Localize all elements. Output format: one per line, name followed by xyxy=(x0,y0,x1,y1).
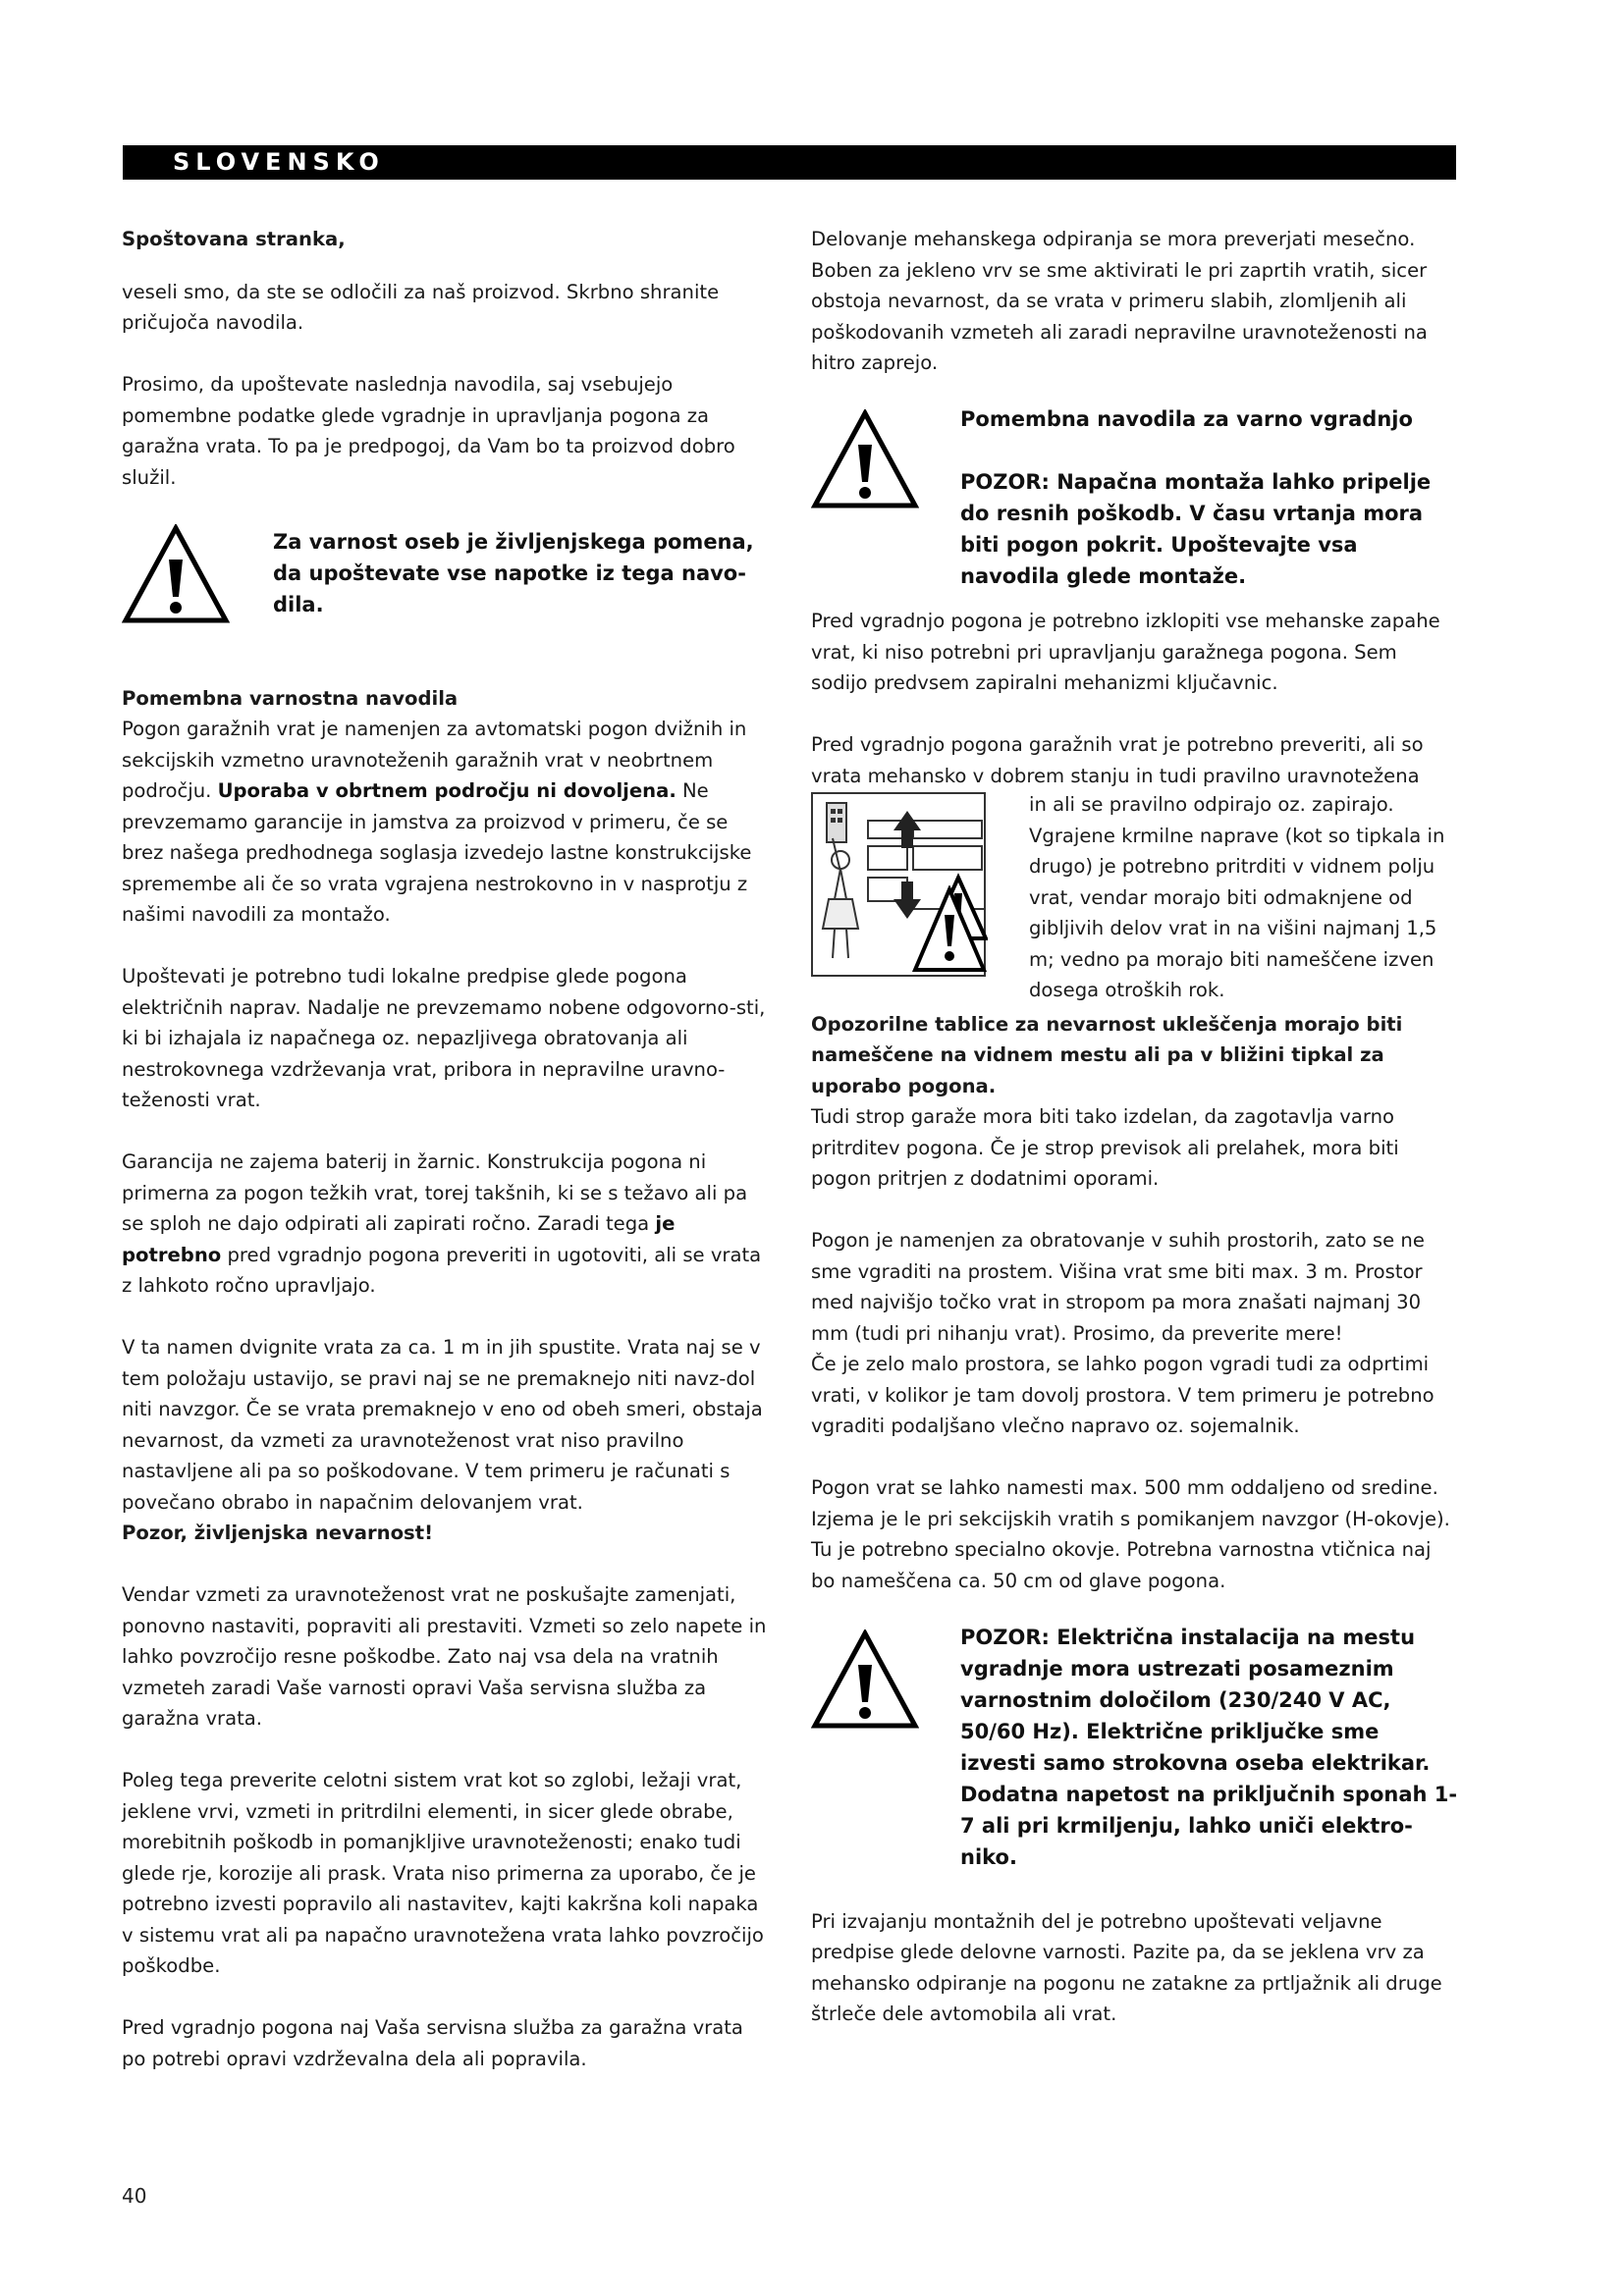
safety-heading: Pomembna varnostna navodila xyxy=(122,686,459,710)
page-number: 40 xyxy=(122,2184,147,2208)
dry-rooms-paragraph: Pogon je namenjen za obratovanje v suhih prostorih, zato se ne sme vgraditi na prostem. Višina vrat sme biti max. 3 m. Prostor med najvišjo točko vrat in stropom pa mora znašati najmanj 30 mm (tudi pri nihanju vrat). Prosimo, da preverite mere! xyxy=(811,1229,1425,1345)
pinch-warning-signs: Opozorilne tablice za nevarnost ukleščenja morajo biti nameščene na vidnem mestu ali pa v bližini tipkal za uporabo pogona. xyxy=(811,1012,1403,1097)
maintenance-paragraph: Pred vgradnjo pogona naj Vaša servisna služba za garažna vrata po potrebi opravi vzdrževalna dela ali popravila. xyxy=(122,2016,743,2070)
ceiling-paragraph: Tudi strop garaže mora biti tako izdelan, da zagotavlja varno pritrditev pogona. Če je strop previsok ali prelahek, mora biti pogon pritrjen z dodatnimi oporami. xyxy=(811,1105,1399,1190)
warranty-text: Ne prevzemamo garancije in jamstva za proizvod v primeru, če se brez našega predhodnega soglasja izvedejo lastne konstrukcijske spremembe ali če so vrata vgrajena nestrokovno in v nasprotju z našimi navodili za montažo. xyxy=(122,779,752,926)
manual-operation-text: pred vgradnjo pogona preveriti in ugotoviti, ali se vrata z lahkoto ročno upravljajo. xyxy=(122,1243,762,1297)
required-emphasis: je potrebno xyxy=(122,1212,676,1266)
figure-block xyxy=(811,791,1459,1001)
purpose-paragraph xyxy=(122,714,770,931)
language-header-bar xyxy=(123,145,1456,180)
warranty-exclusions-text: Garancija ne zajema baterij in žarnic. Konstrukcija pogona ni primerna za pogon težkih vrat, torej takšnih, ki se s težavo ali pa se sploh ne dajo odpirati ali zapirati ročno. Zaradi tega xyxy=(122,1150,748,1235)
balance-test-paragraph: V ta namen dvignite vrata za ca. 1 m in jih spustite. Vrata naj se v tem položaju ustavijo, se pravi naj se ne premaknejo niti navz-dol niti navzgor. Če se vrata premaknejo v eno od obeh smeri, obstaja nevarnost, da vzmeti za uravnoteženost vrat niso pravilno nastavljene ali pa so poškodovane. V tem primeru je računati s povečano obrabo in napačnim delovanjem vrat. xyxy=(122,1336,763,1514)
purpose-text: Pogon garažnih vrat je namenjen za avtomatski pogon dvižnih in sekcijskih vzmetno uravnoteženih garažnih vrat v neobrtnem področju. xyxy=(122,718,747,802)
warning-text-2 xyxy=(960,403,1459,592)
door-check-paragraph: Pred vgradnjo pogona garažnih vrat je potrebno preveriti, ali so vrata mehansko v dobrem stanju in tudi pravilno uravnotežena xyxy=(811,733,1424,787)
greeting: Spoštovana stranka, xyxy=(122,228,346,250)
mechanical-locks-paragraph: Pred vgradnjo pogona je potrebno izklopiti vse mehanske zapahe vrat, ki niso potrebni pri upravljanju garažnega pogona. Sem sodijo predvsem zapiralni mehanizmi ključavnic. xyxy=(811,610,1440,694)
springs-paragraph: Vendar vzmeti za uravnoteženost vrat ne poskušajte zamenjati, ponovno nastaviti, popraviti ali prestaviti. Vzmeti so zelo napete in lahko povzročijo resne poškodbe. Zato naj vsa dela na vratnih vzmeteh zaradi Vaše varnosti opravi Vaša servisna služba za garažna vrata. xyxy=(122,1583,767,1730)
language-title: SLOVENSKO xyxy=(173,148,385,176)
mechanical-release-paragraph: Delovanje mehanskega odpiranja se mora preverjati mesečno. Boben za jekleno vrv se sme aktivirati le pri zaprtih vratih, sicer obstoja nevarnost, da se vrata v primeru slabih, zlomljenih ali poškodovanih vzmeteh ali zaradi nepravilne uravnoteženosti na hitro zaprejo. xyxy=(811,228,1428,374)
life-danger-warning: Pozor, življenjska nevarnost! xyxy=(122,1522,434,1544)
warning-triangle-icon xyxy=(122,524,230,624)
offset-paragraph: Pogon vrat se lahko namesti max. 500 mm oddaljeno od sredine. Izjema je le pri sekcijskih vratih s pomikanjem navzgor (H-okovje). Tu je potrebno specialno okovje. Potrebna varnostna vtičnica naj bo nameščena ca. 50 cm od glave pogona. xyxy=(811,1476,1450,1592)
warning-block-3 xyxy=(811,1622,1459,1887)
figure-caption-text: in ali se pravilno odpirajo oz. zapirajo. Vgrajene krmilne naprave (kot so tipkala in drugo) je potrebno pritrditi v vidnem polju vrat, vendar morajo biti odmaknjene od gibljivih delov vrat in na višini najmanj 1,5 m; vedno pa morajo biti nameščene izven dosega otroških rok. xyxy=(1029,793,1445,1001)
regulations-paragraph: Upoštevati je potrebno tudi lokalne predpise glede pogona električnih naprav. Nadalje ne prevzemamo nobene odgovorno-sti, ki bi izhajala iz napačnega oz. nepazljivega obratovanja ali nestrokovnega vzdrževanja vrat, pribora in nepravilne uravno-teženosti vrat. xyxy=(122,965,766,1111)
warning-text-3: POZOR: Električna instalacija na mestu vgradnje mora ustrezati posameznim varnostnim določilom (230/240 V AC, 50/60 Hz). Električne priključke sme izvesti samo strokovna oseba elektrikar. Dodatna napetost na priključnih sponah 1-7 ali pri krmiljenju, lahko uniči elektro-niko. xyxy=(960,1625,1458,1869)
commercial-use-prohibited: Uporaba v obrtnem področju ni dovoljena. xyxy=(217,779,677,802)
left-column xyxy=(122,224,770,2106)
warning-triangle-icon xyxy=(811,409,919,509)
warning-text-1: Za varnost oseb je življenjskega pomena, da upoštevate vse napotke iz tega navo-dila. xyxy=(273,529,754,616)
warning-block-2 xyxy=(811,403,1459,590)
warning-block-1 xyxy=(122,524,770,664)
warning-body-2: POZOR: Napačna montaža lahko pripelje do resnih poškodb. V času vrtanja mora biti pogon pokrit. Upoštevajte vsa navodila glede montaže. xyxy=(960,470,1432,588)
intro-paragraph: veseli smo, da ste se odločili za naš proizvod. Skrbno shranite pričujoča navodila. xyxy=(122,280,720,334)
warning-triangle-icon xyxy=(911,885,988,978)
warning-title-2: Pomembna navodila za varno vgradnjo xyxy=(960,407,1413,431)
inspection-paragraph: Poleg tega preverite celotni sistem vrat kot so zglobi, ležaji vrat, jeklene vrvi, vzmeti in pritrdilni elementi, in sicer glede obrabe, morebitnih poškodb in pomanjkljive uravnoteženosti; enako tudi glede rje, korozije ali prask. Vrata niso primerna za uporabo, če je potrebno izvesti popravilo ali nastavitev, kajti kakršna koli napaka v sistemu vrat ali pa napačno uravnotežena vrata lahko povzročijo poškodbe. xyxy=(122,1769,764,1977)
instructions-paragraph: Prosimo, da upoštevate naslednja navodila, saj vsebujejo pomembne podatke glede vgradnje in upravljanja pogona za garažna vrata. To pa je predpogoj, da Vam bo ta proizvod dobro služil. xyxy=(122,373,735,489)
right-column xyxy=(811,224,1459,2060)
work-safety-paragraph: Pri izvajanju montažnih del je potrebno upoštevati veljavne predpise glede delovne varnosti. Pazite pa, da se jeklena vrv za mehansko odpiranje na pogonu ne zatakne za prtljažnik ali druge štrleče dele avtomobila ali vrat. xyxy=(811,1909,1442,2025)
small-space-paragraph: Če je zelo malo prostora, se lahko pogon vgradi tudi za odprtimi vrati, v kolikor je tam dovolj prostora. V tem primeru je potrebno vgraditi podaljšano vlečno napravo oz. sojemalnik. xyxy=(811,1353,1435,1437)
warranty-exclusions-paragraph xyxy=(122,1147,770,1302)
warning-triangle-icon xyxy=(811,1629,919,1730)
